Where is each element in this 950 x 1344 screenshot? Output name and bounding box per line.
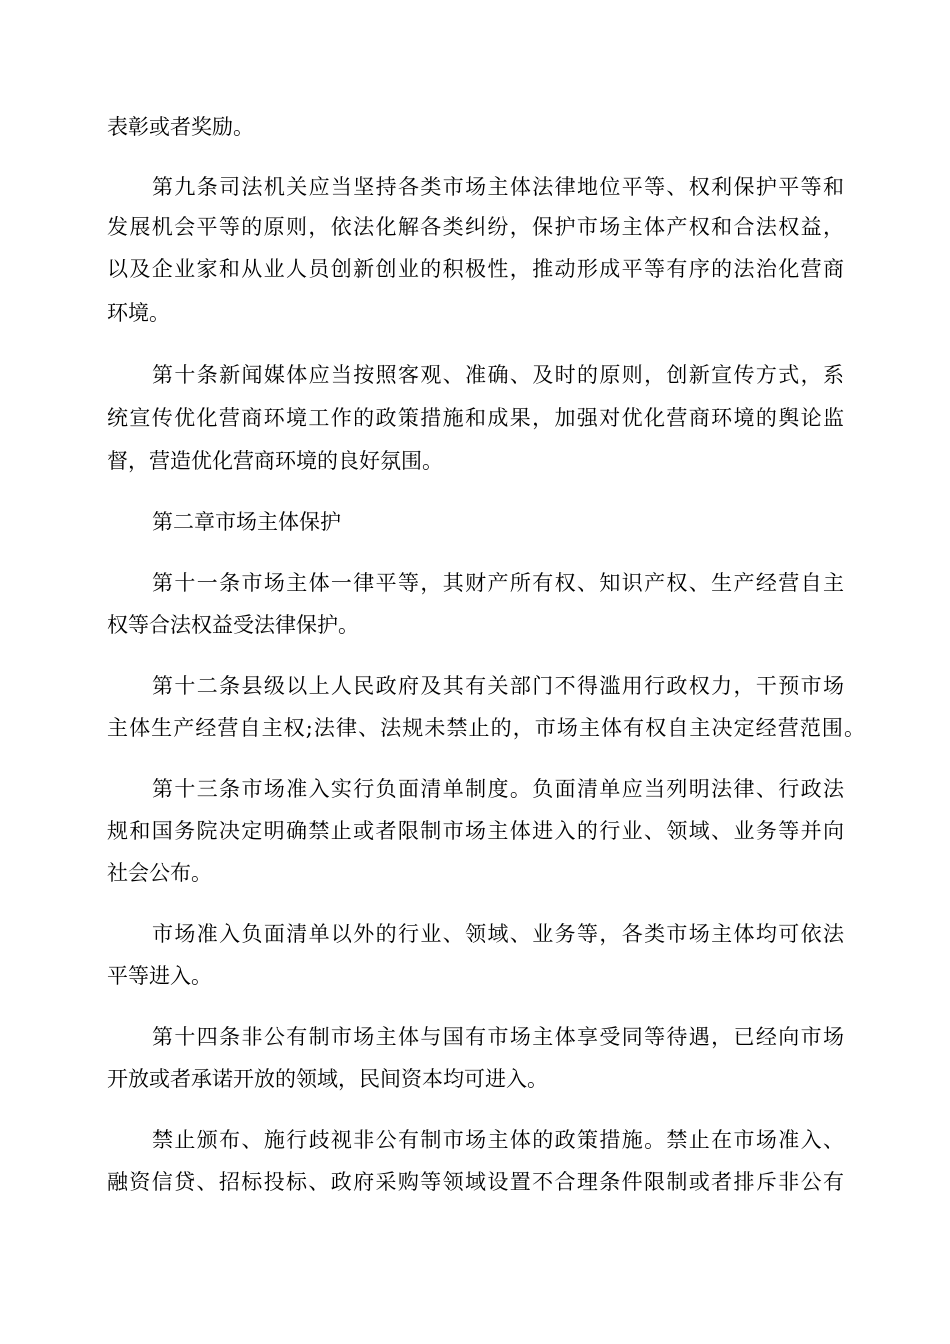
text-line: 市场准入负面清单以外的行业、领域、业务等，各类市场主体均可依法 xyxy=(152,922,844,946)
text-line: 环境。 xyxy=(107,301,170,325)
chapter-heading: 第二章市场主体保护 xyxy=(152,510,341,534)
text-line: 融资信贷、招标投标、政府采购等领域设置不合理条件限制或者排斥非公有 xyxy=(107,1170,844,1194)
text-line: 第十一条市场主体一律平等，其财产所有权、知识产权、生产经营自主 xyxy=(152,571,844,595)
text-line: 规和国务院决定明确禁止或者限制市场主体进入的行业、领域、业务等并向 xyxy=(107,819,844,843)
text-line: 表彰或者奖励。 xyxy=(107,115,254,139)
text-line: 权等合法权益受法律保护。 xyxy=(107,613,359,637)
text-line: 第十二条县级以上人民政府及其有关部门不得滥用行政权力，干预市场 xyxy=(152,674,844,698)
text-line: 第十条新闻媒体应当按照客观、准确、及时的原则，创新宣传方式，系 xyxy=(152,363,844,387)
text-line: 第十三条市场准入实行负面清单制度。负面清单应当列明法律、行政法 xyxy=(152,777,844,801)
text-line: 发展机会平等的原则，依法化解各类纠纷，保护市场主体产权和合法权益， xyxy=(107,215,844,239)
text-line: 禁止颁布、施行歧视非公有制市场主体的政策措施。禁止在市场准入、 xyxy=(152,1128,844,1152)
text-line: 社会公布。 xyxy=(107,861,212,885)
text-line: 第九条司法机关应当坚持各类市场主体法律地位平等、权利保护平等和 xyxy=(152,175,844,199)
text-line: 开放或者承诺开放的领域，民间资本均可进入。 xyxy=(107,1067,548,1091)
text-line: 以及企业家和从业人员创新创业的积极性，推动形成平等有序的法治化营商 xyxy=(107,257,844,281)
text-line: 第十四条非公有制市场主体与国有市场主体享受同等待遇，已经向市场 xyxy=(152,1025,844,1049)
text-line: 统宣传优化营商环境工作的政策措施和成果，加强对优化营商环境的舆论监 xyxy=(107,406,844,430)
text-line: 平等进入。 xyxy=(107,964,212,988)
text-line: 主体生产经营自主权;法律、法规未禁止的，市场主体有权自主决定经营范围。 xyxy=(107,716,865,740)
text-line: 督，营造优化营商环境的良好氛围。 xyxy=(107,449,443,473)
